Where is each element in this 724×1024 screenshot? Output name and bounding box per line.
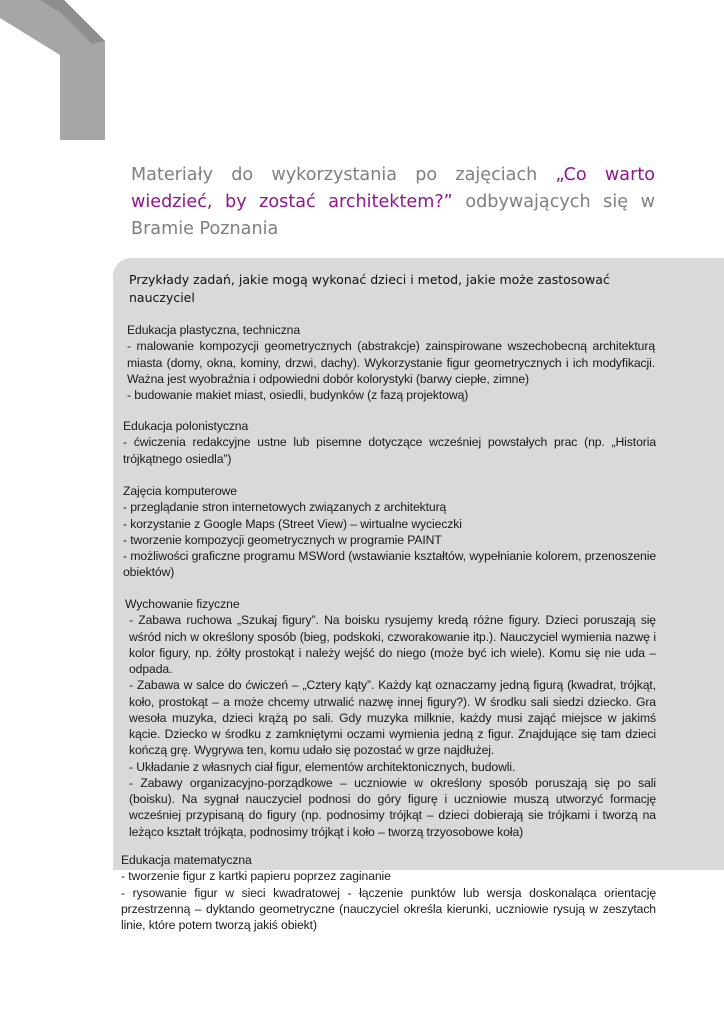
section-heading: Edukacja plastyczna, techniczna (127, 323, 301, 337)
intro-heading: Przykłady zadań, jakie mogą wykonać dzieci i metod, jakie może zastosować nauczyciel (129, 272, 610, 305)
title-accent: „Co warto wiedzieć, by zostać architektem?” (131, 165, 655, 212)
gray-house-outline-icon (0, 0, 170, 140)
title-part-1: Materiały do wykorzystania po zajęciach (131, 165, 556, 185)
document-title (131, 162, 655, 243)
section-edukacja-polonistyczna (123, 418, 656, 467)
list-item: - rysowanie figur w sieci kwadratowej - łączenie punktów lub wersja doskonaląca orientację przestrzenną – dyktando geometryczne (nauczyciel określa kierunki, uczniowie rysują w zeszytach linie, które potem tworzą jakiś obiekt) (121, 885, 656, 932)
section-heading: Zajęcia komputerowe (123, 484, 237, 498)
list-item: - możliwości graficzne programu MSWord (wstawianie kształtów, wypełnianie kolorem, przenoszenie obiektów) (123, 549, 656, 580)
section-wychowanie-fizyczne (125, 596, 656, 840)
list-item: - Zabawa ruchowa „Szukaj figury”. Na boisku rysujemy kredą różne figury. Dzieci poruszają się wśród nich w określony sposób (bieg, podskoki, czworakowanie itp.). Nauczyciel wymienia nazwę i kolor figury, np. żółty prostokąt i należy wejść do niego (może być ich wiele). Komu się nie uda – odpada. (129, 613, 656, 676)
list-item: - Układanie z własnych ciał figur, elementów architektonicznych, budowli. (129, 759, 516, 774)
list-item: - Zabawa w salce do ćwiczeń – „Cztery kąty”. Każdy kąt oznaczamy jedną figurą (kwadrat, trójkąt, koło, prostokąt – a może chcemy utrwalić nazwę innej figury?). W środku sali siedzi dziecko. Gra wesoła muzyka, dzieci krążą po sali. Gdy muzyka milknie, każdy musi zająć miejsce w jakimś kącie. Dziecko w środku z zamkniętymi oczami wymienia jedną z figur. Znajdujące się tam dzieci kończą grę. Wygrywa ten, komu udało się pozostać w grze najdłużej. (129, 678, 656, 758)
section-edukacja-matematyczna (121, 852, 656, 933)
list-item: - ćwiczenia redakcyjne ustne lub pisemne dotyczące wcześniej powstałych prac (np. „Historia trójkątnego osiedla”) (123, 435, 656, 466)
list-item: - tworzenie kompozycji geometrycznych w programie PAINT (123, 532, 442, 547)
title-part-2: odbywających się w Bramie Poznania (131, 192, 655, 239)
section-heading: Edukacja polonistyczna (123, 419, 249, 433)
section-zajecia-komputerowe (123, 483, 656, 581)
list-item: - korzystanie z Google Maps (Street View) – wirtualne wycieczki (123, 516, 462, 531)
section-heading: Edukacja matematyczna (121, 853, 252, 867)
section-edukacja-plastyczna (127, 322, 655, 403)
list-item: - Zabawy organizacyjno-porządkowe – uczniowie w określony sposób poruszają się po sali (boisku). Na sygnał nauczyciel podnosi do góry figurę i uczniowie muszą utworzyć formację wcześniej przypisaną do figury (np. podnosimy trójkąt – dzieci dobierają sie trójkami i tworzą na leżąco kształt trójkąta, podnosimy trójkąt i koło – tworzą trzyosobowe koła) (129, 775, 656, 839)
list-item: - malowanie kompozycji geometrycznych (abstrakcje) zainspirowane wszechobecną architekturą miasta (domy, okna, kominy, drzwi, dachy). Wykorzystanie figur geometrycznych i ich modyfikacji. Ważna jest wyobraźnia i odpowiedni dobór kolorystyki (barwy ciepłe, zimne) (127, 339, 655, 386)
list-item: - przeglądanie stron internetowych związanych z architekturą (123, 500, 447, 515)
list-item: - budowanie makiet miast, osiedli, budynków (z fazą projektową) (127, 388, 469, 402)
section-heading: Wychowanie fizyczne (125, 597, 240, 611)
list-item: - tworzenie figur z kartki papieru poprzez zaginanie (121, 869, 391, 884)
